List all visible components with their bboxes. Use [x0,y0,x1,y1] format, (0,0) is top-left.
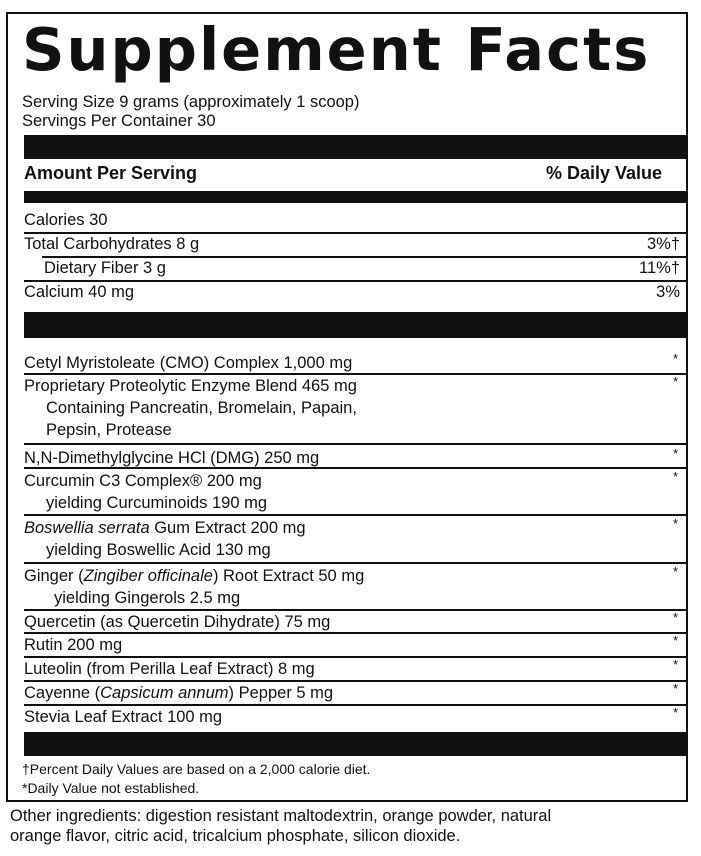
ingredient-label-pre: Ginger ( [24,567,84,585]
row-divider [24,562,688,564]
ingredient-dv: * [672,446,678,461]
row-divider [24,514,688,516]
ingredient-sub-label: yielding Boswellic Acid 130 mg [46,541,271,559]
supplement-facts-panel [6,12,688,802]
ingredient-dv: * [672,374,678,389]
row-divider [24,467,688,469]
ingredient-dv: * [672,657,678,672]
ingredient-row-enzyme-blend [24,376,680,442]
row-divider [24,656,688,658]
ingredient-label-rest: ) Root Extract 50 mg [212,567,365,585]
nutrient-label: Calcium 40 mg [24,283,135,301]
ingredient-sub-label: Containing Pancreatin, Bromelain, Papain, [46,399,357,417]
other-ingredients [10,806,690,846]
thick-divider [24,191,688,203]
row-divider [24,443,688,445]
ingredient-sub-label: yielding Curcuminoids 190 mg [46,494,268,512]
latin-name: Boswellia serrata [24,519,150,537]
ingredient-label: Cetyl Myristoleate (CMO) Complex 1,000 mg [24,354,353,372]
latin-name: Zingiber officinale [83,567,213,585]
ingredient-label: Curcumin C3 Complex® 200 mg [24,472,262,490]
panel-title: Supplement Facts [22,15,651,84]
ingredient-dv: * [672,633,678,648]
ingredient-row-ginger [24,566,680,610]
ingredient-dv: * [672,705,678,720]
ingredient-dv: * [672,351,678,366]
ingredient-label: Stevia Leaf Extract 100 mg [24,708,223,726]
row-divider [24,609,688,611]
other-ingredients-line: Other ingredients: digestion resistant maltodextrin, orange powder, natural [10,807,552,825]
footnote-not-established: *Daily Value not established. [22,780,200,796]
nutrient-label: Calories 30 [24,211,108,229]
nutrient-dv: 3% [656,283,680,301]
nutrient-dv: 3%† [646,235,680,253]
ingredient-label [24,566,364,586]
amount-per-serving-header: Amount Per Serving [24,163,198,183]
thick-divider [24,732,688,756]
ingredient-sub-label: Pepsin, Protease [46,421,172,439]
nutrient-dv: 11%† [639,259,680,277]
ingredient-label: Luteolin (from Perilla Leaf Extract) 8 mg [24,660,315,678]
footnote-daily-values: †Percent Daily Values are based on a 2,000 calorie diet. [22,761,371,777]
ingredient-dv: * [672,681,678,696]
nutrient-label: Dietary Fiber 3 g [44,259,166,277]
row-divider [24,632,688,634]
ingredient-label: Quercetin (as Quercetin Dihydrate) 75 mg [24,613,331,631]
other-ingredients-line: orange flavor, citric acid, tricalcium phosphate, silicon dioxide. [10,827,461,845]
ingredient-label-pre: Cayenne ( [24,684,101,702]
servings-per-container: Servings Per Container 30 [22,112,216,130]
row-divider [24,680,688,682]
ingredient-label: Rutin 200 mg [24,636,123,654]
ingredient-label-rest: Gum Extract 200 mg [149,519,306,537]
ingredient-label [24,518,306,538]
ingredient-dv: * [672,610,678,625]
ingredient-row-boswellia [24,518,680,562]
ingredient-label: Proprietary Proteolytic Enzyme Blend 465 mg [24,377,357,395]
daily-value-header: % Daily Value [545,163,662,183]
ingredient-row-curcumin [24,471,680,515]
row-divider [24,373,688,375]
ingredient-label: N,N-Dimethylglycine HCl (DMG) 250 mg [24,449,320,467]
ingredient-label [24,683,333,703]
ingredient-dv: * [672,516,678,531]
thick-divider [24,135,688,159]
ingredient-dv: * [672,564,678,579]
row-divider [24,704,688,706]
serving-size: Serving Size 9 grams (approximately 1 scoop) [22,93,360,111]
ingredient-dv: * [672,469,678,484]
ingredient-label-rest: ) Pepper 5 mg [228,684,334,702]
ingredient-sub-label: yielding Gingerols 2.5 mg [54,589,241,607]
nutrient-label: Total Carbohydrates 8 g [24,235,200,253]
thick-divider [24,312,688,338]
latin-name: Capsicum annum [100,684,229,702]
